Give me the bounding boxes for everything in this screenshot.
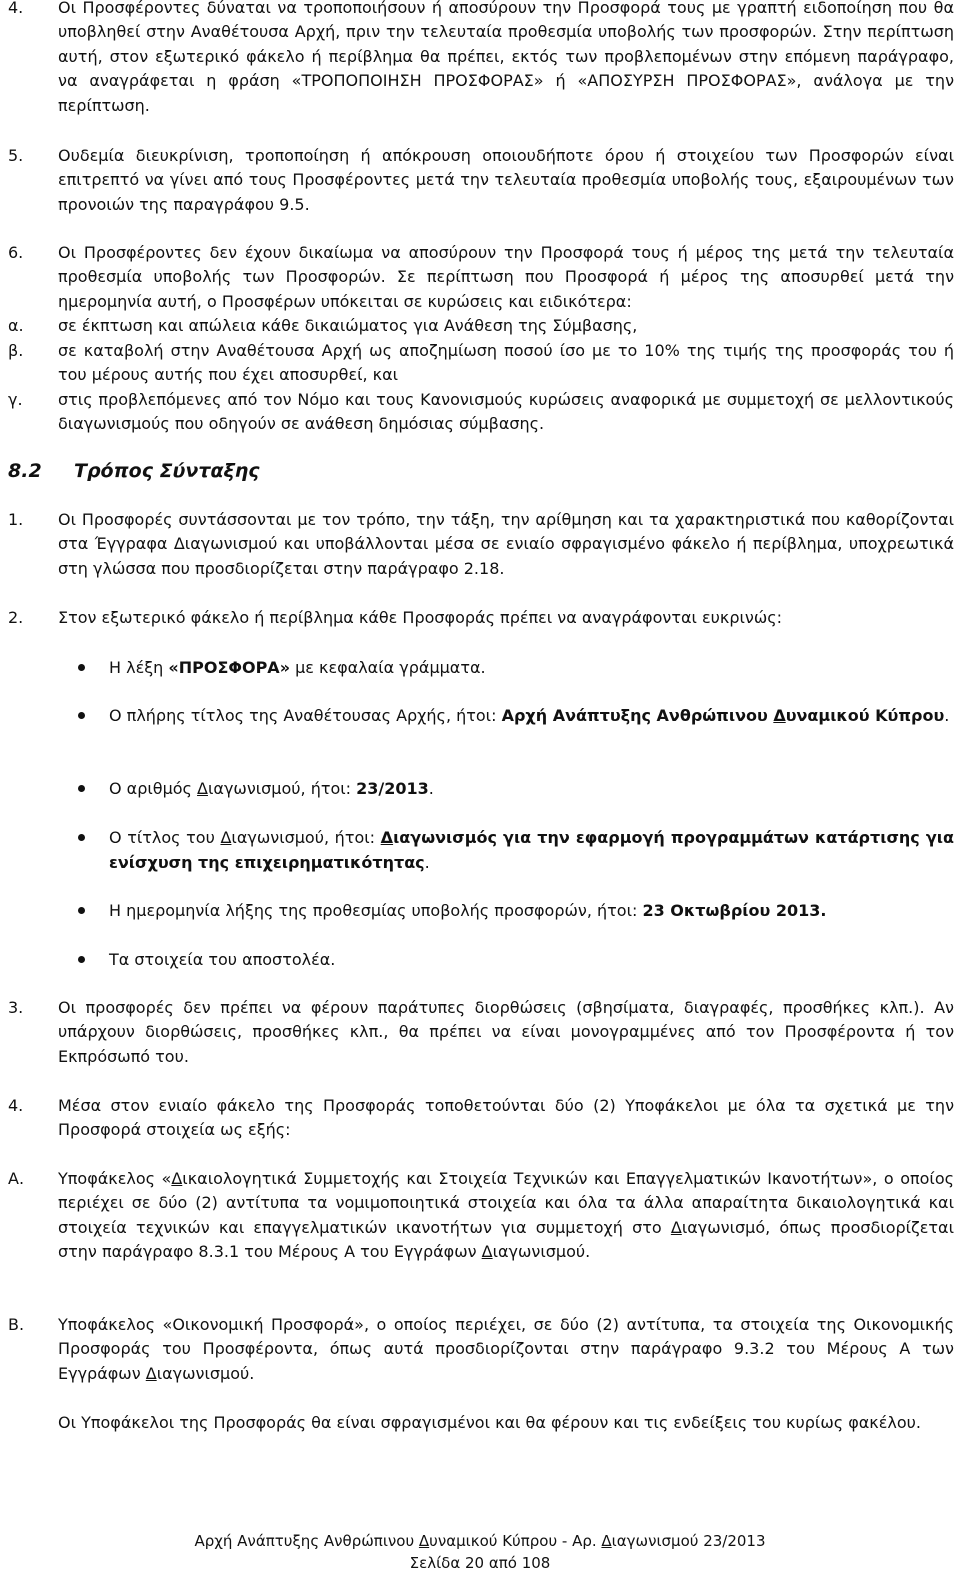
section-number: 8.2 xyxy=(8,460,42,482)
paragraph-text: Ουδεμία διευκρίνιση, τροποποίηση ή απόκρουση οποιουδήποτε όρου ή στοιχείου των Προσφορών είναι επιτρεπτό να γίνει από τους Προσφέροντες μετά την τελευταία προθεσμία υποβολής τους, εξαιρουμένων των προνοιών της παραγράφου 9.5. xyxy=(58,146,954,214)
paragraph-number: 5. xyxy=(8,146,24,165)
bullet-text: Τα στοιχεία του αποστολέα. xyxy=(109,950,336,969)
bullet-text: Ο τίτλος του Διαγωνισμού, ήτοι: Διαγωνισμός για την εφαρμογή προγραμμάτων κατάρτισης για ενίσχυση της επιχειρηματικότητας. xyxy=(109,828,955,872)
bullet-icon xyxy=(78,834,85,841)
bullet-icon xyxy=(78,664,85,671)
bullet-icon xyxy=(78,712,85,719)
section-heading xyxy=(8,458,260,484)
paragraph-text: Στον εξωτερικό φάκελο ή περίβλημα κάθε Προσφοράς πρέπει να αναγράφονται ευκρινώς: xyxy=(58,608,783,627)
bullet-text: Ο αριθμός Διαγωνισμού, ήτοι: 23/2013. xyxy=(109,779,434,798)
sanction-text: σε έκπτωση και απώλεια κάθε δικαιώματος για Ανάθεση της Σύμβασης, xyxy=(58,316,638,335)
closing-paragraph: Οι Υποφάκελοι της Προσφοράς θα είναι σφραγισμένοι και θα φέρουν και τις ενδείξεις του κυρίως φακέλου. xyxy=(58,1413,921,1432)
paragraph-4-subfolders xyxy=(8,1094,954,1144)
paragraph-4-withdrawal xyxy=(8,0,954,118)
sanction-item xyxy=(8,314,954,339)
subfolder-text: Υποφάκελος «Οικονομική Προσφορά», ο οποίος περιέχει, σε δύο (2) αντίτυπα, τα στοιχεία της Οικονομικής Προσφοράς του Προσφέροντα, όπως αυτά προσδιορίζονται στην παράγραφο 9.3.2 του Μέρους Α των Εγγράφων Διαγωνισμού. xyxy=(58,1315,954,1383)
sanction-item xyxy=(8,339,954,388)
paragraph-5-clarification xyxy=(8,144,954,218)
paragraph-1-composition xyxy=(8,508,954,582)
sanction-label: γ. xyxy=(8,390,23,409)
subfolder-label: Β. xyxy=(8,1315,25,1334)
page-footer xyxy=(0,1530,960,1574)
bullet-text: Ο πλήρης τίτλος της Αναθέτουσας Αρχής, ήτοι: Αρχή Ανάπτυξης Ανθρώπινου Δυναμικού Κύπρου. xyxy=(109,706,950,725)
paragraph-6-sanctions xyxy=(8,241,954,315)
sanction-label: β. xyxy=(8,341,24,360)
page-number: Σελίδα 20 από 108 xyxy=(409,1554,551,1572)
subfolder-b xyxy=(8,1313,954,1387)
paragraph-text: Οι Προσφορές συντάσσονται με τον τρόπο, την τάξη, την αρίθμηση και τα χαρακτηριστικά που καθορίζονται στα Έγγραφα Διαγωνισμού και υποβάλλονται μέσα σε ενιαίο σφραγισμένο φάκελο ή περίβλημα, υποχρεωτικά στη γλώσσα που προσδιορίζεται στην παράγραφο 2.18. xyxy=(58,510,954,578)
sanction-text: σε καταβολή στην Αναθέτουσα Αρχή ως αποζημίωση ποσού ίσο με το 10% της τιμής της προσφοράς του ή του μέρους αυτής που έχει αποσυρθεί, και xyxy=(58,341,954,385)
paragraph-number: 6. xyxy=(8,243,24,262)
paragraph-number: 4. xyxy=(8,0,24,17)
bullet-icon xyxy=(78,956,85,963)
footer-title: Αρχή Ανάπτυξης Ανθρώπινου Δυναμικού Κύπρου - Αρ. Διαγωνισμού 23/2013 xyxy=(194,1532,766,1550)
paragraph-number: 3. xyxy=(8,998,24,1017)
subfolder-a xyxy=(8,1167,954,1290)
paragraph-text: Οι Προσφέροντες δεν έχουν δικαίωμα να αποσύρουν την Προσφορά τους ή μέρος της μετά την τελευταία προθεσμία υποβολής των Προσφορών. Σε περίπτωση που Προσφορά ή μέρος της αποσυρθεί μετά την ημερομηνία αυτή, ο Προσφέρων υπόκειται σε κυρώσεις και ειδικότερα: xyxy=(58,243,954,311)
paragraph-text: Μέσα στον ενιαίο φάκελο της Προσφοράς τοποθετούνται δύο (2) Υποφάκελοι με όλα τα σχετικά με την Προσφορά στοιχεία ως εξής: xyxy=(58,1096,954,1140)
sanction-label: α. xyxy=(8,316,24,335)
sanction-text: στις προβλεπόμενες από τον Νόμο και τους Κανονισμούς κυρώσεις αναφορικά με συμμετοχή σε μελλοντικούς διαγωνισμούς που οδηγούν σε ανάθεση δημόσιας σύμβασης. xyxy=(58,390,954,434)
subfolder-label: Α. xyxy=(8,1169,25,1188)
paragraph-2-envelope xyxy=(8,606,954,631)
paragraph-text: Οι Προσφέροντες δύναται να τροποποιήσουν ή αποσύρουν την Προσφορά τους με γραπτή ειδοποίηση που θα υποβληθεί στην Αναθέτουσα Αρχή, πριν την τελευταία προθεσμία υποβολής των προσφορών. Στην περίπτωση αυτή, στον εξωτερικό φάκελο ή περίβλημα θα πρέπει, εκτός των προβλεπομένων στην επόμενη παράγραφο, να αναγράφεται η φράση «ΤΡΟΠΟΠΟΙΗΣΗ ΠΡΟΣΦΟΡΑΣ» ή «ΑΠΟΣΥΡΣΗ ΠΡΟΣΦΟΡΑΣ», ανάλογα με την περίπτωση. xyxy=(58,0,954,115)
paragraph-3-corrections xyxy=(8,996,954,1070)
section-title: Τρόπος Σύνταξης xyxy=(74,460,260,482)
subfolder-text: Υποφάκελος «Δικαιολογητικά Συμμετοχής και Στοιχεία Τεχνικών και Επαγγελματικών Ικανοτήτων», ο οποίος περιέχει σε δύο (2) αντίτυπα τα νομιμοποιητικά στοιχεία και όλα τα άλλα απαραίτητα δικαιολογητικά και στοιχεία τεχνικών και επαγγελματικών ικανοτήτων για συμμετοχή στο Διαγωνισμό, όπως προσδιορίζεται στην παράγραφο 8.3.1 του Μέρους Α του Εγγράφων Διαγωνισμού. xyxy=(58,1169,955,1262)
sanction-item xyxy=(8,388,954,437)
bullet-text: Η λέξη «ΠΡΟΣΦΟΡΑ» με κεφαλαία γράμματα. xyxy=(109,658,486,677)
paragraph-number: 4. xyxy=(8,1096,24,1115)
bullet-icon xyxy=(78,907,85,914)
bullet-text: Η ημερομηνία λήξης της προθεσμίας υποβολής προσφορών, ήτοι: 23 Οκτωβρίου 2013. xyxy=(109,901,827,920)
paragraph-number: 1. xyxy=(8,510,24,529)
paragraph-text: Οι προσφορές δεν πρέπει να φέρουν παράτυπες διορθώσεις (σβησίματα, διαγραφές, προσθήκες κλπ.). Αν υπάρχουν διορθώσεις, προσθήκες κλπ., θα πρέπει να είναι μονογραμμένες από τον Προσφέροντα ή τον Εκπρόσωπό του. xyxy=(58,998,954,1066)
paragraph-number: 2. xyxy=(8,608,24,627)
bullet-icon xyxy=(78,785,85,792)
